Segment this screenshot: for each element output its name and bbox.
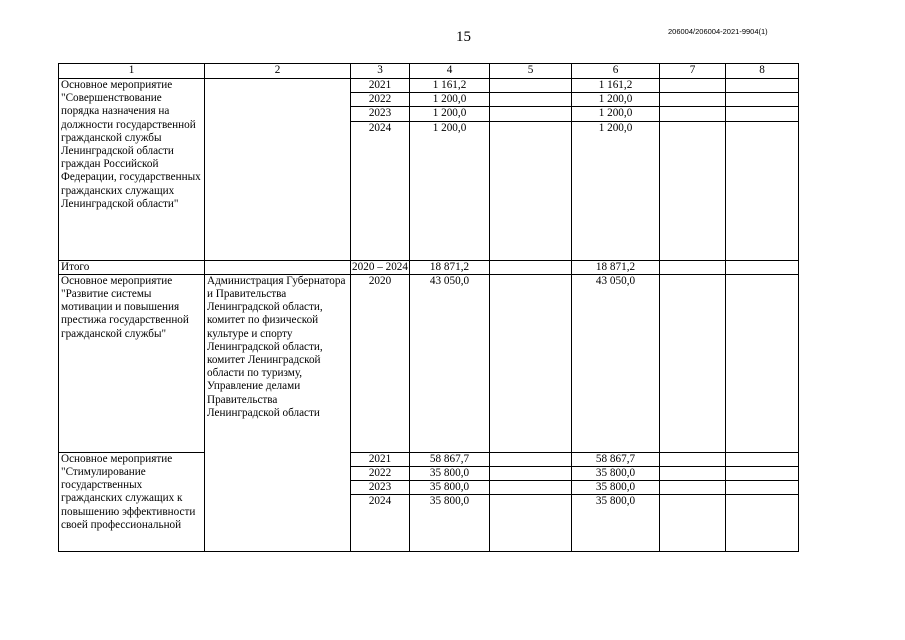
- empty-cell: [490, 274, 572, 452]
- empty-cell: [205, 260, 351, 274]
- empty-cell: [726, 481, 799, 495]
- empty-cell: [726, 495, 799, 552]
- empty-cell: [490, 79, 572, 93]
- amount-cell: 18 871,2: [410, 260, 490, 274]
- year-range-cell: 2020 – 2024: [352, 260, 408, 273]
- empty-cell: [726, 121, 799, 260]
- empty-cell: [660, 93, 726, 107]
- empty-cell: [660, 495, 726, 552]
- empty-cell: [660, 467, 726, 481]
- activity-name: Основное мероприятие "Развитие системы мотивации и повышения престижа государственной гражданской службы": [59, 274, 205, 452]
- empty-cell: [660, 79, 726, 93]
- header-row: [59, 64, 799, 79]
- year-cell: 2020: [351, 274, 410, 452]
- empty-cell: [660, 452, 726, 466]
- amount-cell: 35 800,0: [572, 467, 660, 481]
- table-row: [59, 452, 799, 466]
- empty-cell: [726, 274, 799, 452]
- column-header: 3: [351, 64, 410, 79]
- empty-cell: [726, 260, 799, 274]
- budget-table: [58, 63, 799, 552]
- table-row: [59, 79, 799, 93]
- year-cell: 2023: [351, 481, 410, 495]
- amount-cell: 43 050,0: [410, 274, 490, 452]
- executor-cell: [205, 79, 351, 261]
- amount-cell: 1 200,0: [572, 107, 660, 121]
- year-cell: 2021: [351, 79, 410, 93]
- empty-cell: [726, 79, 799, 93]
- page-number: 15: [456, 29, 471, 45]
- amount-cell: 58 867,7: [410, 452, 490, 466]
- activity-name: Основное мероприятие "Стимулирование государственных гражданских служащих к повышению эффективности своей профессиональной: [59, 452, 205, 552]
- empty-cell: [490, 452, 572, 466]
- executor-cell: Администрация Губернатора и Правительства Ленинградской области, комитет по физической культуре и спорту Ленинградской области, комитет Ленинградской области по туризму, Управление делами Правительства Ленинградской области: [205, 274, 351, 552]
- total-label: Итого: [59, 260, 205, 274]
- empty-cell: [726, 452, 799, 466]
- amount-cell: 35 800,0: [410, 481, 490, 495]
- empty-cell: [490, 481, 572, 495]
- amount-cell: 35 800,0: [410, 467, 490, 481]
- year-cell: 2024: [351, 495, 410, 552]
- table-row: [59, 274, 799, 452]
- column-header: 8: [726, 64, 799, 79]
- column-header: 6: [572, 64, 660, 79]
- empty-cell: [490, 121, 572, 260]
- amount-cell: 1 200,0: [410, 107, 490, 121]
- total-row: [59, 260, 799, 274]
- column-header: 5: [490, 64, 572, 79]
- amount-cell: 1 161,2: [410, 79, 490, 93]
- amount-cell: 58 867,7: [572, 452, 660, 466]
- empty-cell: [660, 481, 726, 495]
- empty-cell: [660, 274, 726, 452]
- amount-cell: 1 200,0: [572, 93, 660, 107]
- empty-cell: [726, 467, 799, 481]
- column-header: 4: [410, 64, 490, 79]
- empty-cell: [490, 495, 572, 552]
- amount-cell: 35 800,0: [572, 495, 660, 552]
- year-cell: 2023: [351, 107, 410, 121]
- year-cell: 2022: [351, 467, 410, 481]
- empty-cell: [660, 121, 726, 260]
- empty-cell: [726, 107, 799, 121]
- empty-cell: [490, 107, 572, 121]
- empty-cell: [490, 260, 572, 274]
- year-cell: 2022: [351, 93, 410, 107]
- empty-cell: [660, 260, 726, 274]
- amount-cell: 1 200,0: [410, 93, 490, 107]
- year-cell: 2021: [351, 452, 410, 466]
- empty-cell: [490, 93, 572, 107]
- empty-cell: [490, 467, 572, 481]
- column-header: 7: [660, 64, 726, 79]
- amount-cell: 1 200,0: [572, 121, 660, 260]
- amount-cell: 1 200,0: [410, 121, 490, 260]
- empty-cell: [726, 93, 799, 107]
- column-header: 2: [205, 64, 351, 79]
- empty-cell: [660, 107, 726, 121]
- amount-cell: 1 161,2: [572, 79, 660, 93]
- column-header: 1: [59, 64, 205, 79]
- amount-cell: 35 800,0: [572, 481, 660, 495]
- document-id: 206004/206004-2021-9904(1): [668, 27, 768, 36]
- amount-cell: 43 050,0: [572, 274, 660, 452]
- activity-name: Основное мероприятие "Совершенствование порядка назначения на должности государственной гражданской службы Ленинградской области граждан Российской Федерации, государственных гражданских служащих Ленинградской области": [59, 79, 205, 261]
- amount-cell: 35 800,0: [410, 495, 490, 552]
- amount-cell: 18 871,2: [572, 260, 660, 274]
- year-cell: 2024: [351, 121, 410, 260]
